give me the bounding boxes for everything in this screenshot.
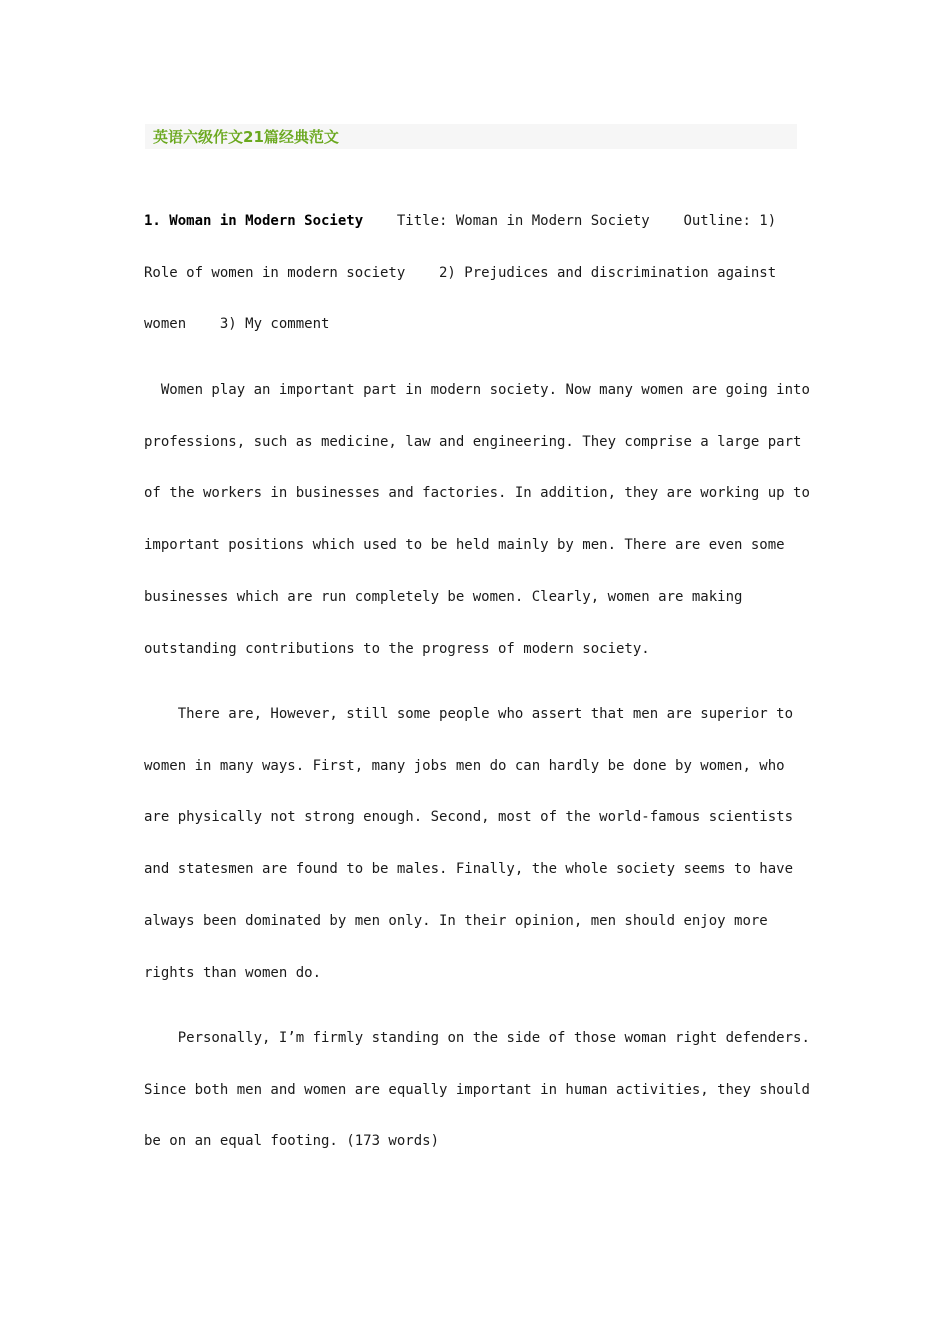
document-title: 英语六级作文21篇经典范文 [153,128,339,146]
essay-heading: 1. Woman in Modern Society [144,213,364,229]
document-title-bar [145,124,797,149]
essay-paragraph-2: There are, However, still some people who assert that men are superior to women in many ways. First, many jobs men do can hardly be done by women, who are physically not strong enough. Second, most of the world-famous scientists and statesmen are found to be males. Finally, the whole society seems to have always been dominated by men only. In their opinion, men should enjoy more rights than women do. [144,706,802,981]
essay-paragraph-3: Personally, I’m firmly standing on the side of those woman right defenders. Since both men and women are equally important in human activities, they should be on an equal footing. (173 words) [144,1030,819,1150]
essay-outline: Title: Woman in Modern Society Outline: 1) Role of women in modern society 2) Prejudices and discrimination against women 3) My comment [144,213,785,333]
essay-outline-paragraph [144,196,814,351]
essay-paragraph-1: Women play an important part in modern society. Now many women are going into professions, such as medicine, law and engineering. They comprise a large part of the workers in businesses and factories. In addition, they are working up to important positions which used to be held mainly by men. There are even some businesses which are run completely be women. Clearly, women are making outstanding contributions to the progress of modern society. [144,382,819,657]
